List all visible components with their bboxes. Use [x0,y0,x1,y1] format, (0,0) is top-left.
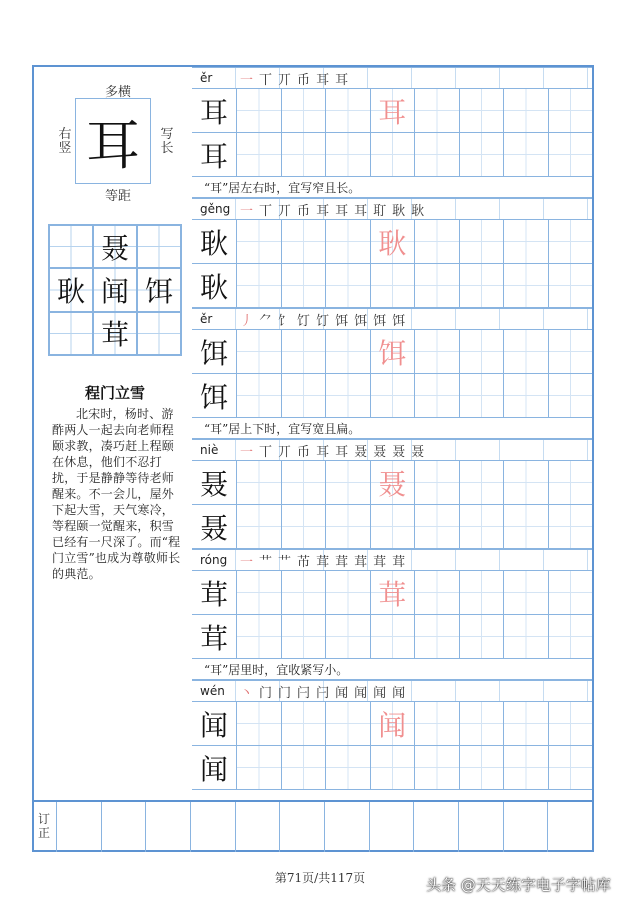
trace-character: 耿 [378,226,407,260]
stroke-step: 一 [240,444,254,460]
writing-cell[interactable] [549,505,593,548]
practice-section [192,198,592,308]
stroke-step: 丿 [240,313,254,329]
stroke-step: 闻 [354,685,368,701]
writing-cell[interactable] [282,505,327,548]
writing-cell[interactable] [460,330,505,373]
stroke-step: 一 [240,72,254,88]
component-bottom: 茸 [93,312,137,355]
stroke-step: 耳 [316,203,330,219]
stroke-step: 饵 [335,313,349,329]
stroke-order-row [192,681,592,702]
writing-cell[interactable] [504,89,549,132]
writing-cell[interactable] [282,702,327,745]
writing-cell[interactable] [237,461,282,504]
stroke-step: 闻 [335,685,349,701]
stroke-step: 聂 [373,444,387,460]
stroke-step: 茸 [392,554,406,570]
practice-area [192,67,592,790]
stroke-step: 芇 [297,554,311,570]
component-center: 闻 [93,268,137,311]
stroke-step: 闻 [392,685,406,701]
writing-cell[interactable] [460,615,505,658]
stroke-step: ⺈ [259,313,273,329]
stroke-step: 闻 [373,685,387,701]
writing-cell[interactable] [460,133,505,176]
hint-top: 多横 [105,85,132,100]
practice-section [192,439,592,549]
practice-row [192,89,592,133]
pinyin: ěr [200,312,213,326]
example-character: 聂 [192,461,237,504]
writing-cell[interactable] [504,615,549,658]
writing-cell[interactable] [282,133,327,176]
writing-cell[interactable] [549,220,593,263]
writing-cell[interactable] [549,702,593,745]
writing-cell[interactable] [237,505,282,548]
writing-cell[interactable] [460,461,505,504]
writing-cell[interactable] [237,702,282,745]
writing-cell[interactable] [371,505,416,548]
example-character: 耿 [192,220,237,263]
writing-cell[interactable] [371,746,416,789]
stroke-step: 耳 [354,203,368,219]
pinyin: róng [200,553,228,567]
example-character: 饵 [192,330,237,373]
writing-cell[interactable] [504,133,549,176]
writing-cell[interactable] [237,374,282,417]
writing-cell[interactable] [460,220,505,263]
writing-cell[interactable] [326,89,371,132]
writing-cell[interactable] [326,374,371,417]
writing-cell[interactable] [504,220,549,263]
hint-left: 右竖 [58,127,72,156]
pinyin: niè [200,443,219,457]
stroke-step: 茸 [354,554,368,570]
writing-cell[interactable] [549,330,593,373]
stroke-step: 耳 [316,72,330,88]
writing-cell[interactable] [504,702,549,745]
writing-cell[interactable] [415,461,460,504]
writing-cell[interactable] [415,330,460,373]
stroke-sequence [240,682,405,701]
stroke-step: 耳 [335,203,349,219]
stroke-step: 一 [240,203,254,219]
writing-cell[interactable] [460,89,505,132]
writing-cell[interactable] [237,330,282,373]
stroke-step: 聂 [411,444,425,460]
writing-cell[interactable] [237,89,282,132]
writing-cell[interactable] [415,571,460,614]
stroke-step: 饤 [316,313,330,329]
writing-cell[interactable] [371,89,416,132]
example-character: 闻 [192,746,237,789]
writing-cell[interactable] [504,505,549,548]
stroke-sequence [240,441,424,460]
stroke-step: 饵 [392,313,406,329]
writing-cell[interactable] [237,220,282,263]
writing-cell[interactable] [415,264,460,307]
stroke-step: 丌 [278,203,292,219]
writing-cell[interactable] [282,746,327,789]
practice-row [192,220,592,264]
trace-character: 茸 [378,577,407,611]
stroke-step: 丌 [278,444,292,460]
stroke-sequence [240,69,348,88]
practice-row [192,702,592,746]
component-grid [48,224,182,356]
stroke-step: 丅 [259,444,273,460]
writing-cell[interactable] [415,374,460,417]
page-number: 第71页/共117页 [274,871,366,885]
stroke-step: 耳 [335,72,349,88]
stroke-step: 门 [259,685,273,701]
hint-right: 写长 [160,127,174,156]
stroke-step: 币 [297,203,311,219]
stroke-step: 聂 [392,444,406,460]
stroke-step: 丅 [259,72,273,88]
stroke-order-row [192,440,592,461]
writing-cell[interactable] [371,571,416,614]
component-right: 饵 [137,268,181,311]
writing-cell[interactable] [460,702,505,745]
stroke-step: 饵 [354,313,368,329]
writing-cell[interactable] [460,505,505,548]
practice-row [192,505,592,549]
stroke-step: 茸 [316,554,330,570]
writing-cell[interactable] [371,264,416,307]
writing-cell[interactable] [504,746,549,789]
pinyin: wén [200,684,225,698]
writing-cell[interactable] [415,746,460,789]
writing-cell[interactable] [504,374,549,417]
practice-row [192,461,592,505]
trace-character: 聂 [378,467,407,501]
writing-cell[interactable] [460,746,505,789]
writing-cell[interactable] [549,571,593,614]
writing-cell[interactable] [460,264,505,307]
correction-row [34,800,592,852]
writing-cell[interactable] [549,264,593,307]
writing-cell[interactable] [415,505,460,548]
writing-cell[interactable] [415,133,460,176]
writing-cell[interactable] [326,330,371,373]
example-character: 耳 [192,89,237,132]
stroke-step: 丅 [259,203,273,219]
writing-cell[interactable] [504,571,549,614]
writing-cell[interactable] [326,461,371,504]
writing-cell[interactable] [282,374,327,417]
stroke-step: 一 [240,554,254,570]
writing-cell[interactable] [237,571,282,614]
writing-tip: “耳”居左右时，宜写窄且长。 [192,177,592,198]
writing-cell[interactable] [549,133,593,176]
stroke-step: 饣 [278,313,292,329]
story-text: 北宋时，杨时、游酢两人一起去向老师程颐求教，凑巧赶上程颐在休息，他们不忍打扰，于是静静等待老师醒来。不一会儿，屋外下起大雪，天气寒冷，等程颐一觉醒来，积雪已经有一尺深了。而“程门立雪”也成为尊敬师长的典范。 [52,407,181,581]
writing-cell[interactable] [415,89,460,132]
trace-character: 闻 [378,708,407,742]
practice-row [192,264,592,308]
writing-cell[interactable] [371,461,416,504]
practice-row [192,615,592,659]
stroke-step: 茸 [335,554,349,570]
story-title: 程门立雪 [84,384,145,402]
practice-row [192,330,592,374]
stroke-step: 门 [278,685,292,701]
writing-cell[interactable] [460,571,505,614]
writing-cell[interactable] [282,89,327,132]
writing-cell[interactable] [326,505,371,548]
writing-tip: “耳”居上下时，宜写宽且扁。 [192,418,592,439]
stroke-sequence [240,551,405,570]
stroke-step: 艹 [259,554,273,570]
example-character: 耳 [192,133,237,176]
writing-cell[interactable] [549,374,593,417]
stroke-order-row [192,550,592,571]
stroke-step: 币 [297,72,311,88]
stroke-order-row [192,68,592,89]
example-character: 聂 [192,505,237,548]
practice-row [192,133,592,177]
stroke-order-row [192,309,592,330]
stroke-step: 耳 [335,444,349,460]
practice-section [192,67,592,198]
writing-cell[interactable] [504,264,549,307]
writing-cell[interactable] [282,461,327,504]
pinyin: gěng [200,202,231,216]
practice-row [192,746,592,790]
practice-section [192,308,592,439]
writing-cell[interactable] [415,615,460,658]
writing-cell[interactable] [504,461,549,504]
writing-cell[interactable] [549,615,593,658]
trace-character: 耳 [378,95,407,129]
stroke-step: 饤 [297,313,311,329]
hint-bottom: 等距 [105,189,132,204]
component-top: 聂 [93,225,137,268]
stroke-step: 艹 [278,554,292,570]
pinyin: ěr [200,71,213,85]
example-character: 饵 [192,374,237,417]
stroke-step: 丌 [278,72,292,88]
writing-cell[interactable] [282,220,327,263]
stroke-step: 耳 [316,444,330,460]
writing-cell[interactable] [282,330,327,373]
example-character: 茸 [192,615,237,658]
writing-cell[interactable] [549,89,593,132]
writing-cell[interactable] [371,702,416,745]
writing-cell[interactable] [282,571,327,614]
practice-section [192,680,592,790]
stroke-step: 聂 [354,444,368,460]
writing-cell[interactable] [326,264,371,307]
writing-cell[interactable] [326,133,371,176]
writing-cell[interactable] [282,264,327,307]
stroke-step: 耿 [392,203,406,219]
stroke-step: 丶 [240,685,254,701]
writing-cell[interactable] [371,330,416,373]
writing-cell[interactable] [237,746,282,789]
writing-cell[interactable] [237,133,282,176]
stroke-sequence [240,200,424,219]
watermark: 头条 @天天练字电子字帖库 [426,876,611,894]
writing-cell[interactable] [326,746,371,789]
stroke-step: 饵 [373,313,387,329]
writing-cell[interactable] [237,264,282,307]
writing-cell[interactable] [326,571,371,614]
example-character: 茸 [192,571,237,614]
stroke-sequence [240,310,405,329]
writing-cell[interactable] [371,615,416,658]
stroke-step: 耿 [411,203,425,219]
writing-cell[interactable] [549,746,593,789]
writing-cell[interactable] [326,702,371,745]
stroke-step: 闩 [297,685,311,701]
stroke-order-row [192,199,592,220]
component-left: 耿 [49,268,93,311]
writing-cell[interactable] [237,615,282,658]
writing-cell[interactable] [371,374,416,417]
practice-row [192,571,592,615]
stroke-step: 茸 [373,554,387,570]
writing-cell[interactable] [415,702,460,745]
writing-cell[interactable] [504,330,549,373]
practice-row [192,374,592,418]
example-character: 耿 [192,264,237,307]
writing-cell[interactable] [282,615,327,658]
writing-tip: “耳”居里时，宜收紧写小。 [192,659,592,680]
correction-label: 订正 [34,802,57,852]
main-character: 耳 [75,98,151,184]
practice-section [192,549,592,680]
writing-cell[interactable] [549,461,593,504]
writing-cell[interactable] [371,133,416,176]
stroke-step: 币 [297,444,311,460]
trace-character: 饵 [378,336,407,370]
writing-cell[interactable] [460,374,505,417]
example-character: 闻 [192,702,237,745]
stroke-step: 闩 [316,685,330,701]
writing-cell[interactable] [326,615,371,658]
writing-cell[interactable] [326,220,371,263]
stroke-step: 耵 [373,203,387,219]
writing-cell[interactable] [415,220,460,263]
writing-cell[interactable] [371,220,416,263]
